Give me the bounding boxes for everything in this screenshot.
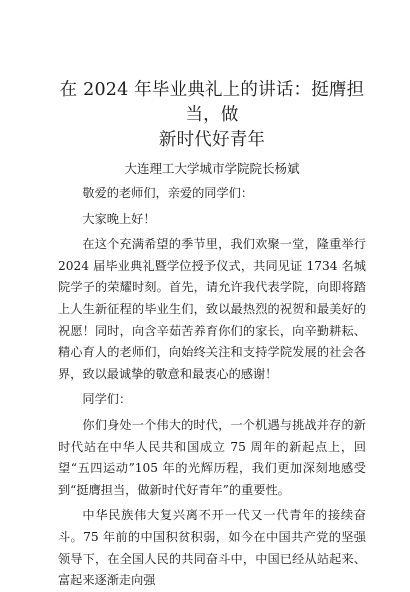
evening-greeting: 大家晚上好！ — [82, 211, 156, 226]
greeting-line: 敬爱的老师们，亲爱的同学们： — [82, 186, 254, 200]
speech-title-line-1: 在 2024 年毕业典礼上的讲话：挺膺担当，做 — [59, 80, 365, 125]
paragraph-opening: 在这个充满希望的季节里，我们欢聚一堂，隆重举行 2024 届毕业典礼暨学位授予仪式，共同见证 1734 名城院学子的荣耀时刻。首先，请允许我代表学院，向即将踏上人生新征程的毕业生们，致以最热烈的祝贺和最美好的祝愿！同时，向含辛茹苦养育你们的家长，向辛勤耕耘、精心育人的老师们，向始终关注和支持学院发展的社会各界，致以最诚挚的敬意和最衷心的感谢！ — [58, 237, 366, 381]
students-salutation: 同学们： — [82, 392, 132, 407]
speech-author: 大连理工大学城市学院院长杨斌 — [124, 161, 300, 176]
paragraph-era: 你们身处一个伟大的时代，一个机遇与挑战并存的新时代站在中华人民共和国成立 75 周年的新起点上，回望“五四运动”105 年的光辉历程，我们更加深刻地感受到“挺膺担当，做新时代好青年”的重要性。 — [58, 417, 366, 497]
speech-title — [58, 78, 366, 153]
paragraph-rejuvenation: 中华民族伟大复兴离不开一代又一代青年的接续奋斗。75 年前的中国积贫积弱，如今在中国共产党的坚强领导下，在全国人民的共同奋斗中，中国已经从站起来、富起来逐渐走向强 — [58, 508, 366, 588]
speech-title-line-2: 新时代好青年 — [158, 130, 266, 150]
